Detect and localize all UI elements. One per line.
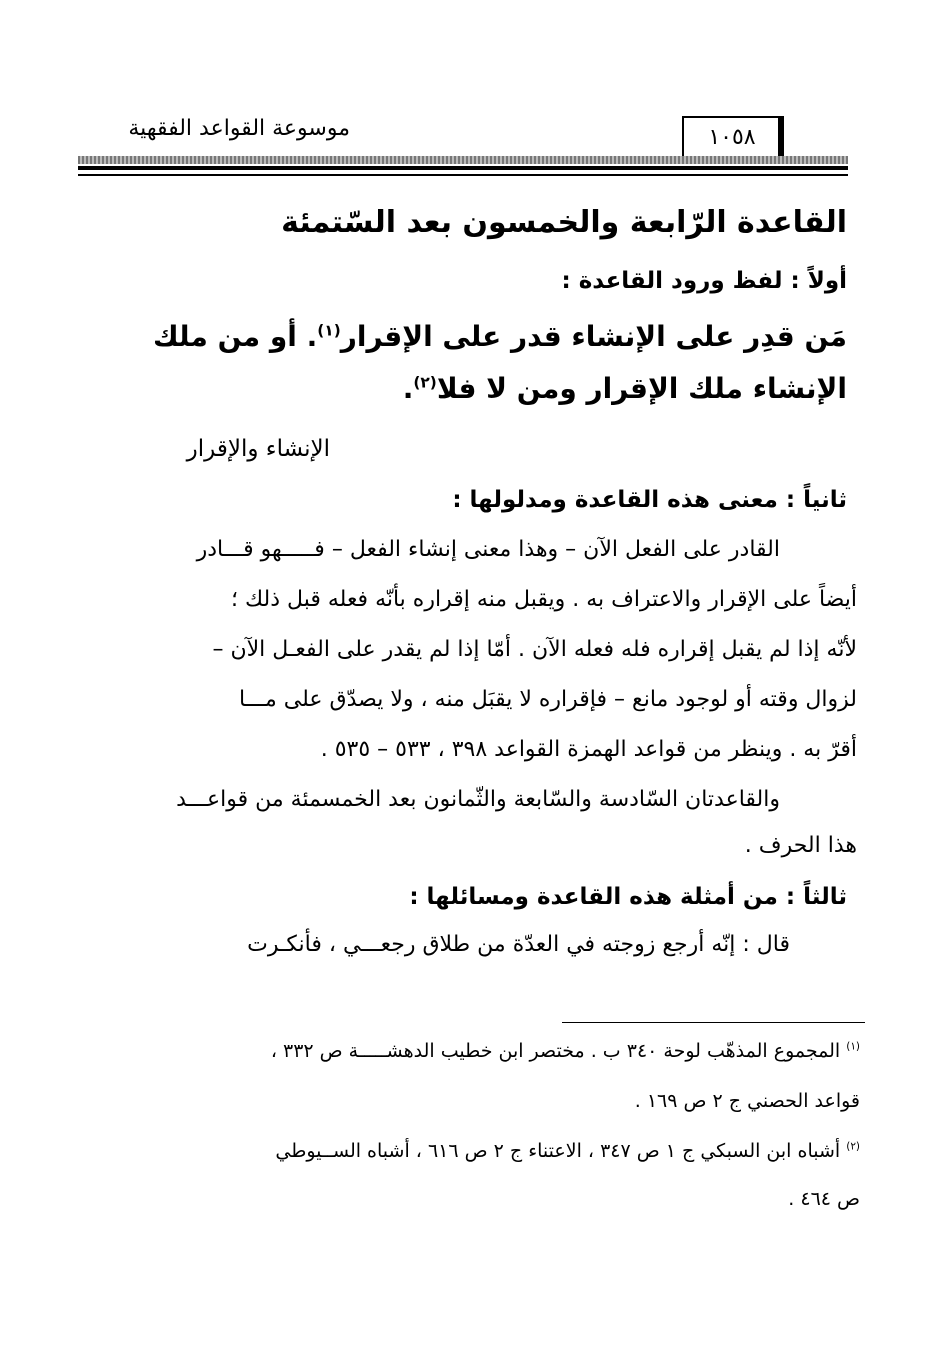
rule-title: القاعدة الرّابعة والخمسون بعد السّتمئة — [281, 205, 847, 240]
page-number-box — [682, 116, 782, 158]
footnote-2-line1 — [275, 1140, 860, 1162]
rule-text-line2 — [403, 372, 847, 405]
rule-text-line1-main: مَن قدِر على الإنشاء قدر على الإقرار — [340, 320, 847, 353]
header-rule-thin — [78, 174, 848, 176]
body-line: قال : إنّه أرجع زوجته في العدّة من طلاق رجعـــي ، فأنكـرت — [247, 932, 790, 957]
body-line: لأنّه إذا لم يقبل إقراره فله فعله الآن . أمّا إذا لم يقدر على الفعـل الآن – — [212, 637, 857, 662]
footnote-ref-1: (١) — [317, 321, 341, 340]
term-label: الإنشاء والإقرار — [186, 436, 330, 462]
rule-text-line2-main: الإنشاء ملك الإقرار ومن لا فلا — [436, 372, 847, 405]
footnote-1-line1 — [271, 1040, 860, 1062]
footnote-separator — [562, 1022, 865, 1023]
rule-text-line1-tail: . أو من ملك — [152, 320, 318, 353]
footnote-1-text: المجموع المذهّب لوحة ٣٤٠ ب . مختصر ابن خطيب الدهشـــــة ص ٣٣٢ ، — [270, 1040, 841, 1062]
body-line: القادر على الفعل الآن – وهذا معنى إنشاء الفعل – فـــــهو قـــادر — [196, 537, 780, 562]
section3-heading: ثالثاً : من أمثلة هذه القاعدة ومسائلها : — [409, 884, 847, 910]
body-line: لزوال وقته أو لوجود مانع – فإقراره لا يقبَل منه ، ولا يصدّق على مـــا — [238, 687, 857, 712]
footnote-ref-2: (٢) — [413, 373, 437, 392]
page-number: ١٠٥٨ — [708, 125, 756, 150]
body-line: والقاعدتان السّادسة والسّابعة والثّمانون بعد الخمسمئة من قواعـــد — [176, 787, 780, 812]
footnote-1-line2: قواعد الحصني ج ٢ ص ١٦٩ . — [634, 1090, 860, 1112]
footnote-2-text: أشباه ابن السبكي ج ١ ص ٣٤٧ ، الاعتناء ج ٢ ص ٦١٦ ، أشباه الســيوطي — [275, 1140, 841, 1162]
rule-text-line2-tail: . — [402, 372, 414, 405]
body-line: أيضاً على الإقرار والاعتراف به . ويقبل منه إقراره بأنّه فعله قبل ذلك ؛ — [231, 587, 857, 612]
header-rule — [78, 166, 848, 170]
rule-text-line1 — [153, 320, 847, 353]
section2-heading: ثانياً : معنى هذه القاعدة ومدلولها : — [452, 487, 847, 513]
section1-heading: أولاً : لفظ ورود القاعدة : — [561, 268, 847, 294]
header-pattern-band — [78, 156, 848, 164]
body-line: هذا الحرف . — [744, 833, 857, 858]
footnote-2-line2: ص ٤٦٤ . — [788, 1188, 860, 1210]
body-line: أقرّ به . وينظر من قواعد الهمزة القواعد ٣٩٨ ، ٥٣٣ – ٥٣٥ . — [320, 737, 857, 762]
running-title: موسوعة القواعد الفقهية — [128, 116, 350, 141]
footnote-marker-1: (١) — [846, 1040, 860, 1053]
footnote-marker-2: (٢) — [846, 1140, 860, 1153]
